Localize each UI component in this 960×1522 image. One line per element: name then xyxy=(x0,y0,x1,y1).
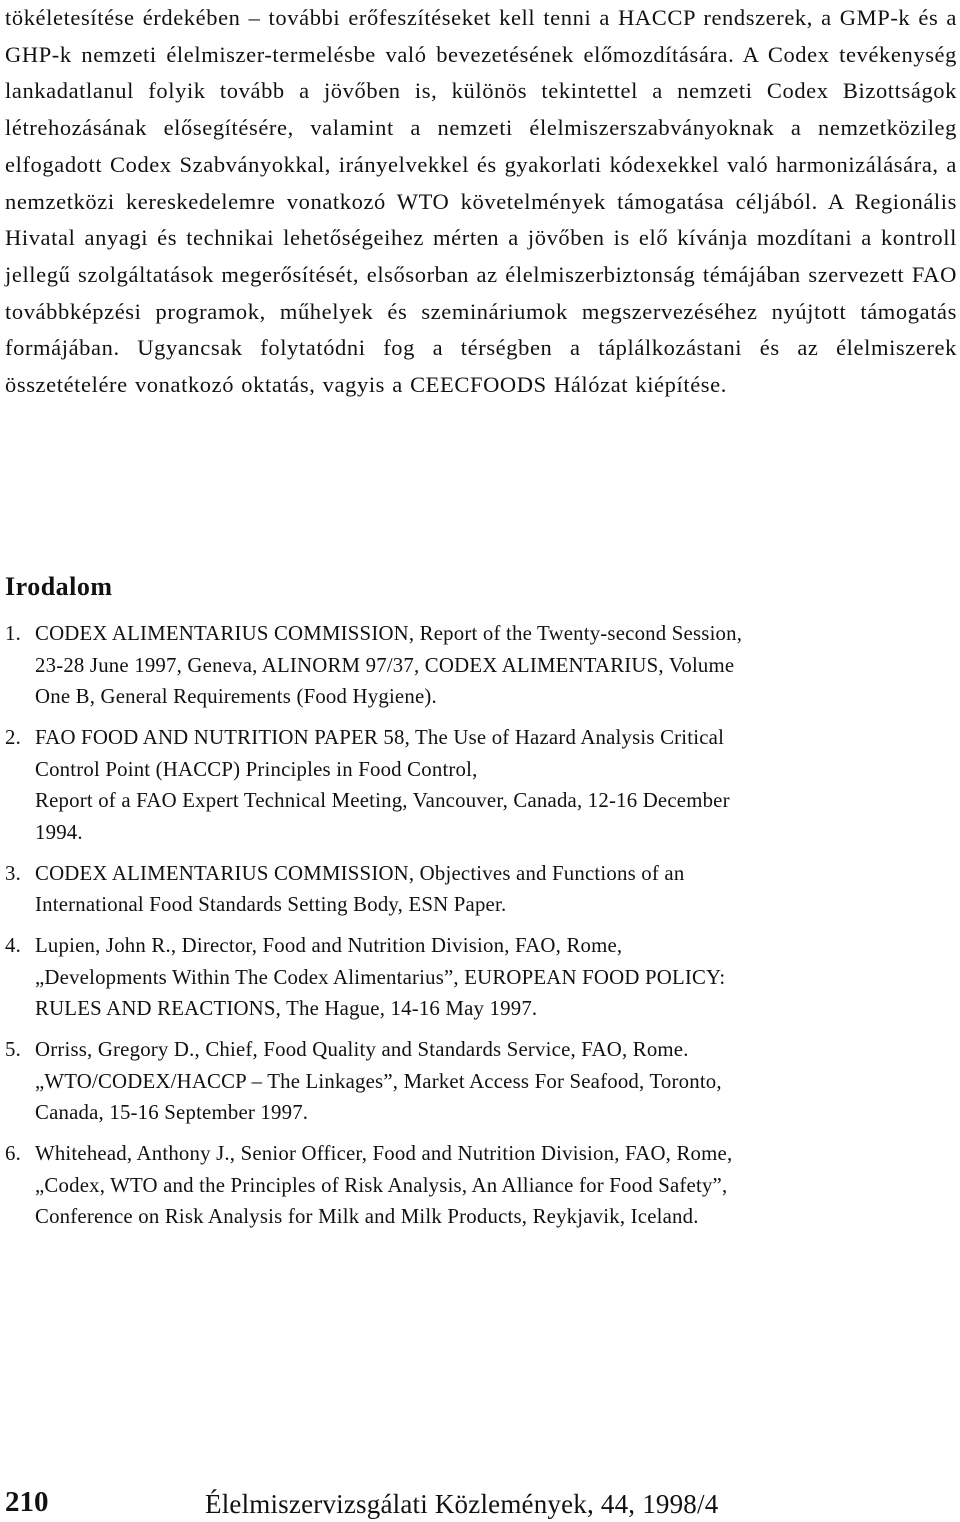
reference-item xyxy=(5,1138,957,1233)
reference-item xyxy=(5,722,957,848)
reference-number: 2. xyxy=(5,726,21,749)
reference-line: „Developments Within The Codex Alimentarius”, EUROPEAN FOOD POLICY: xyxy=(35,965,726,989)
reference-item xyxy=(5,858,957,921)
reference-line: „WTO/CODEX/HACCP – The Linkages”, Market Access For Seafood, Toronto, xyxy=(35,1069,722,1093)
references-heading: Irodalom xyxy=(5,572,113,601)
reference-line: Whitehead, Anthony J., Senior Officer, Food and Nutrition Division, FAO, Rome, xyxy=(35,1142,733,1165)
reference-line: 23-28 June 1997, Geneva, ALINORM 97/37, CODEX ALIMENTARIUS, Volume xyxy=(35,653,735,677)
reference-line: „Codex, WTO and the Principles of Risk Analysis, An Alliance for Food Safety”, xyxy=(35,1173,728,1197)
reference-item xyxy=(5,930,957,1025)
reference-line: Control Point (HACCP) Principles in Food Control, xyxy=(35,757,478,781)
body-paragraph: tökéletesítése érdekében – további erőfeszítéseket kell tenni a HACCP rendszerek, a GMP-k és a GHP-k nemzeti élelmiszer-termelésbe való bevezetésének előmozdítására. A Codex tevékenység lankadatlanul folyik tovább a jövőben is, különös tekintettel a nemzeti Codex Bizottságok létrehozásának elősegítésére, valamint a nemzeti élelmiszerszabványoknak a nemzetközileg elfogadott Codex Szabványokkal, irányelvekkel és gyakorlati kódexekkel való harmonizálására, a nemzetközi kereskedelemre vonatkozó WTO követelmények támogatása céljából. A Regionális Hivatal anyagi és technikai lehetőségeihez mérten a jövőben is elő kívánja mozdítani a kontroll jellegű szolgáltatások megerősítését, elsősorban az élelmiszerbiztonság témájában szervezett FAO továbbképzési programok, műhelyek és szemináriumok megszervezéséhez nyújtott támogatás formájában. Ugyancsak folytatódni fog a térségben a táplálkozástani és az élelmiszerek összetételére vonatkozó oktatás, vagyis a CEECFOODS Hálózat kiépítése. xyxy=(5,5,957,398)
reference-number: 6. xyxy=(5,1142,21,1165)
reference-line: CODEX ALIMENTARIUS COMMISSION, Report of the Twenty-second Session, xyxy=(35,622,743,645)
page-number: 210 xyxy=(5,1486,49,1518)
references-list xyxy=(5,618,957,1242)
journal-citation: Élelmiszervizsgálati Közlemények, 44, 1998/4 xyxy=(205,1489,719,1519)
reference-number: 3. xyxy=(5,861,21,885)
reference-line: International Food Standards Setting Body, ESN Paper. xyxy=(35,893,507,916)
reference-line: Orriss, Gregory D., Chief, Food Quality and Standards Service, FAO, Rome. xyxy=(35,1038,689,1061)
reference-number: 5. xyxy=(5,1038,21,1061)
reference-line: RULES AND REACTIONS, The Hague, 14-16 May 1997. xyxy=(35,997,538,1020)
reference-number: 1. xyxy=(5,622,21,645)
reference-line: Report of a FAO Expert Technical Meeting, Vancouver, Canada, 12-16 December xyxy=(35,789,730,812)
reference-item xyxy=(5,1034,957,1129)
reference-line: 1994. xyxy=(35,820,83,844)
reference-line: One B, General Requirements (Food Hygiene). xyxy=(35,685,437,708)
reference-line: Canada, 15-16 September 1997. xyxy=(35,1101,309,1124)
reference-item xyxy=(5,618,957,713)
reference-line: CODEX ALIMENTARIUS COMMISSION, Objectives and Functions of an xyxy=(35,861,685,885)
reference-line: Lupien, John R., Director, Food and Nutrition Division, FAO, Rome, xyxy=(35,934,623,957)
reference-number: 4. xyxy=(5,934,21,957)
document-page xyxy=(5,0,957,404)
reference-line: Conference on Risk Analysis for Milk and Milk Products, Reykjavik, Iceland. xyxy=(35,1205,699,1228)
reference-line: FAO FOOD AND NUTRITION PAPER 58, The Use of Hazard Analysis Critical xyxy=(35,726,725,749)
